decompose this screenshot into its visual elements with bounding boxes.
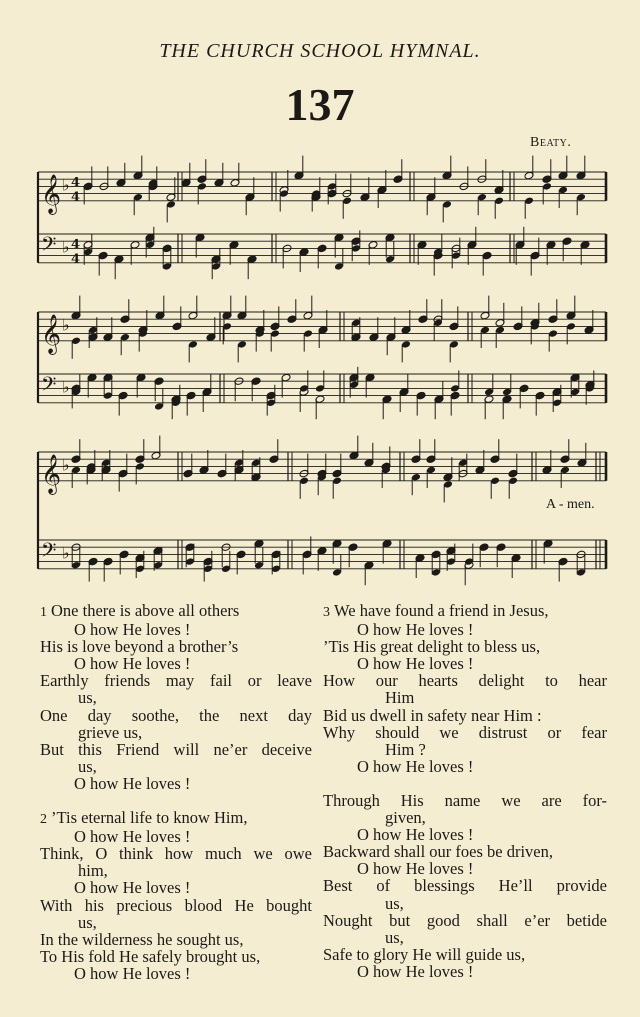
verse-line: How our hearts delight to hear bbox=[323, 671, 607, 691]
verse-line: Best of blessings He’ll provide bbox=[323, 876, 607, 896]
time-signature-bottom: 4 bbox=[71, 189, 81, 205]
verse-line: Bid us dwell in safety near Him : bbox=[323, 705, 542, 725]
verses-left-column bbox=[40, 602, 312, 999]
verse-line: ’Tis His great delight to bless us, bbox=[323, 637, 541, 657]
verse-line: O how He loves ! bbox=[74, 827, 191, 847]
flat-sign-icon: ♭ bbox=[62, 455, 70, 475]
tune-name: Beaty. bbox=[530, 135, 572, 150]
hymn-number: 137 bbox=[285, 79, 355, 130]
verse-line: To His fold He safely brought us, bbox=[40, 946, 261, 966]
verse-line: us, bbox=[385, 927, 404, 947]
verse-line: Through His name we are for- bbox=[323, 790, 607, 810]
verse-line: With his precious blood He bought bbox=[40, 895, 312, 915]
verse-line: Safe to glory He will guide us, bbox=[323, 944, 526, 964]
verse-line: us, bbox=[78, 688, 97, 708]
verse-line: O how He loves ! bbox=[74, 654, 191, 674]
verse-line: Him bbox=[385, 688, 415, 708]
verse-line: His is love beyond a brother’s bbox=[40, 637, 239, 657]
verse-line bbox=[40, 602, 312, 621]
verse-line: O how He loves ! bbox=[357, 620, 474, 640]
verse-number: 2 bbox=[40, 812, 47, 828]
verse-line bbox=[323, 602, 607, 621]
verse-line: O how He loves ! bbox=[357, 654, 474, 674]
bass-clef-icon: 𝄢 bbox=[41, 232, 57, 261]
verse-line: us, bbox=[78, 756, 97, 776]
bass-clef-icon: 𝄢 bbox=[41, 372, 57, 401]
time-signature-top: 4 bbox=[71, 175, 81, 191]
verse-line: given, bbox=[385, 808, 426, 828]
verse-number: 3 bbox=[323, 605, 330, 620]
verse-line: O how He loves ! bbox=[357, 961, 474, 981]
verses-area bbox=[0, 602, 640, 982]
verse-line: Earthly friends may fail or leave bbox=[40, 671, 312, 691]
amen-lyric: A - men. bbox=[546, 497, 595, 512]
flat-sign-icon: ♭ bbox=[62, 315, 70, 335]
verse-number: 1 bbox=[40, 605, 47, 620]
treble-clef-icon: 𝄞 bbox=[41, 313, 62, 354]
verse-line: Why should we distrust or fear bbox=[323, 722, 607, 742]
verse-line: O how He loves ! bbox=[74, 773, 191, 793]
verse-4 bbox=[323, 792, 607, 980]
verse-line: O how He loves ! bbox=[74, 620, 191, 640]
verse-line: us, bbox=[385, 893, 404, 913]
flat-sign-icon: ♭ bbox=[62, 377, 70, 397]
verse-line: us, bbox=[78, 912, 97, 932]
verse-line: Think, O think how much we owe bbox=[40, 844, 312, 864]
flat-sign-icon: ♭ bbox=[62, 237, 70, 257]
verse-line bbox=[40, 809, 312, 828]
verse-line: O how He loves ! bbox=[74, 878, 191, 898]
verse-line: Him ? bbox=[385, 739, 426, 759]
treble-clef-icon: 𝄞 bbox=[41, 453, 62, 494]
time-signature-top: 4 bbox=[71, 237, 81, 253]
verse-line: O how He loves ! bbox=[357, 859, 474, 879]
verse-line: O how He loves ! bbox=[357, 756, 474, 776]
verse-line: Nought but good shall e’er betide bbox=[323, 910, 607, 930]
verse-line: In the wilderness he sought us, bbox=[40, 929, 244, 949]
verse-line: Backward shall our foes be driven, bbox=[323, 842, 554, 862]
verses-right-column bbox=[323, 602, 607, 997]
verse-line: O how He loves ! bbox=[357, 825, 474, 845]
verse-line-text: One there is above all others bbox=[51, 601, 240, 620]
verse-line: O how He loves ! bbox=[74, 963, 191, 983]
verse-line-text: We have found a friend in Jesus, bbox=[334, 601, 549, 620]
time-signature-bottom: 4 bbox=[71, 251, 81, 267]
running-header: THE CHURCH SCHOOL HYMNAL. bbox=[159, 40, 481, 62]
verse-line: him, bbox=[78, 861, 108, 881]
verse-line: One day soothe, the next day bbox=[40, 705, 312, 725]
verse-1 bbox=[40, 602, 312, 792]
flat-sign-icon: ♭ bbox=[62, 543, 70, 563]
verse-line: But this Friend will ne’er deceive bbox=[40, 739, 312, 759]
verse-line: grieve us, bbox=[78, 722, 143, 742]
bass-clef-icon: 𝄢 bbox=[41, 538, 57, 567]
verse-3 bbox=[323, 602, 607, 775]
verse-2 bbox=[40, 809, 312, 982]
flat-sign-icon: ♭ bbox=[62, 175, 70, 195]
verse-line-text: ’Tis eternal life to know Him, bbox=[51, 808, 248, 828]
treble-clef-icon: 𝄞 bbox=[41, 173, 62, 214]
